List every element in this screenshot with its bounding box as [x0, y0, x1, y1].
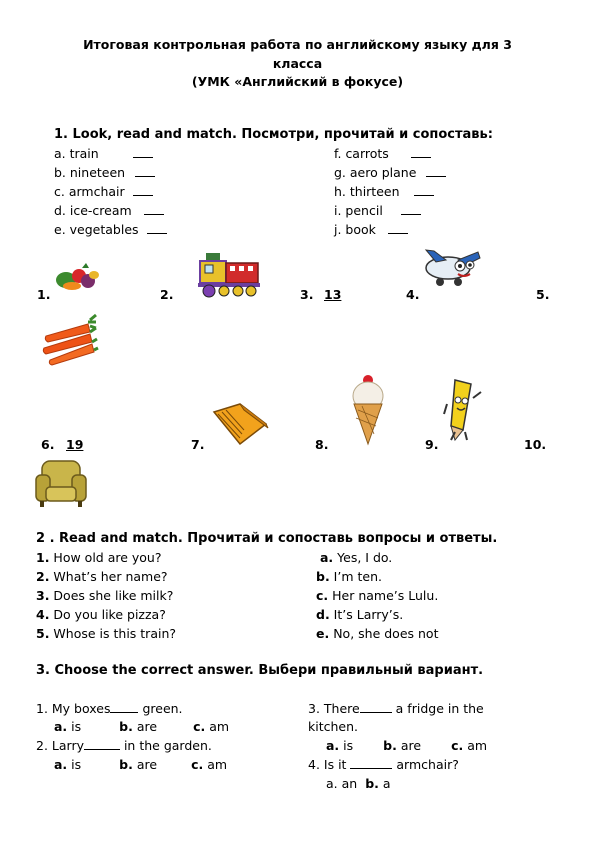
task2-answer-b: b. I’m ten. [316, 569, 382, 584]
picture-number-5: 5. [536, 287, 550, 302]
task2-answer-d: d. It’s Larry’s. [316, 607, 404, 622]
worksheet-title-line2: класса [272, 56, 323, 71]
task3-q2-options: a. is b. are c. am [54, 757, 228, 772]
picture-number-9: 9. [425, 437, 439, 452]
task1-title: 1. Look, read and match. Посмотри, прочитай и сопоставь: [54, 127, 493, 142]
armchair-picture [34, 459, 88, 509]
task2-question-2: 2. What’s her name? [36, 569, 168, 584]
task1-word-b: b. nineteen [54, 165, 155, 180]
pencil-picture [443, 378, 485, 442]
task1-word-d: d. ice-cream [54, 203, 164, 218]
aeroplane-picture [418, 248, 484, 288]
task3-question-3-cont: kitchen. [308, 719, 358, 734]
task2-answer-c: c. Her name’s Lulu. [316, 588, 439, 603]
task2-question-4: 4. Do you like pizza? [36, 607, 166, 622]
task1-word-f: f. carrots [334, 146, 431, 161]
task1-word-j: j. book [334, 222, 408, 237]
task1-word-a: a. train [54, 146, 153, 161]
task1-word-c: c. armchair [54, 184, 153, 199]
task2-question-5: 5. Whose is this train? [36, 626, 177, 641]
picture-6-answer: 19 [66, 437, 84, 452]
task3-title: 3. Choose the correct answer. Выбери правильный вариант. [36, 663, 484, 678]
task3-q1-options: a. is b. are c. am [54, 719, 230, 734]
picture-number-4: 4. [406, 287, 420, 302]
ice-cream-picture [350, 374, 386, 446]
task2-question-1: 1. How old are you? [36, 550, 162, 565]
task2-answer-a: a. Yes, I do. [320, 550, 393, 565]
picture-number-2: 2. [160, 287, 174, 302]
task1-word-h: h. thirteen [334, 184, 434, 199]
task1-word-e: e. vegetables [54, 222, 167, 237]
picture-3-answer: 13 [324, 287, 342, 302]
carrots-picture [40, 314, 98, 366]
task1-word-i: i. pencil [334, 203, 421, 218]
picture-number-7: 7. [191, 437, 205, 452]
picture-number-8: 8. [315, 437, 329, 452]
task3-q3-options: a. is b. are c. am [326, 738, 488, 753]
task3-question-1: 1. My boxes green. [36, 701, 183, 716]
task3-q4-options: a. an b. a [326, 776, 391, 791]
task3-question-4: 4. Is it armchair? [308, 757, 459, 772]
task3-question-2: 2. Larry in the garden. [36, 738, 212, 753]
task2-answer-e: e. No, she does not [316, 626, 439, 641]
worksheet-subtitle: (УМК «Английский в фокусе) [191, 74, 404, 89]
picture-number-10: 10. [524, 437, 547, 452]
picture-number-3: 3. [300, 287, 314, 302]
vegetables-picture [52, 262, 100, 292]
task3-question-3: 3. There a fridge in the [308, 701, 484, 716]
task2-question-3: 3. Does she like milk? [36, 588, 174, 603]
worksheet-title: Итоговая контрольная работа по английскому языку для 3 [83, 37, 512, 52]
picture-number-6: 6. [41, 437, 55, 452]
task2-title: 2 . Read and match. Прочитай и сопоставь вопросы и ответы. [36, 531, 498, 546]
train-picture [196, 251, 262, 299]
picture-number-1: 1. [37, 287, 51, 302]
book-picture [210, 402, 270, 446]
task1-word-g: g. aero plane [334, 165, 446, 180]
